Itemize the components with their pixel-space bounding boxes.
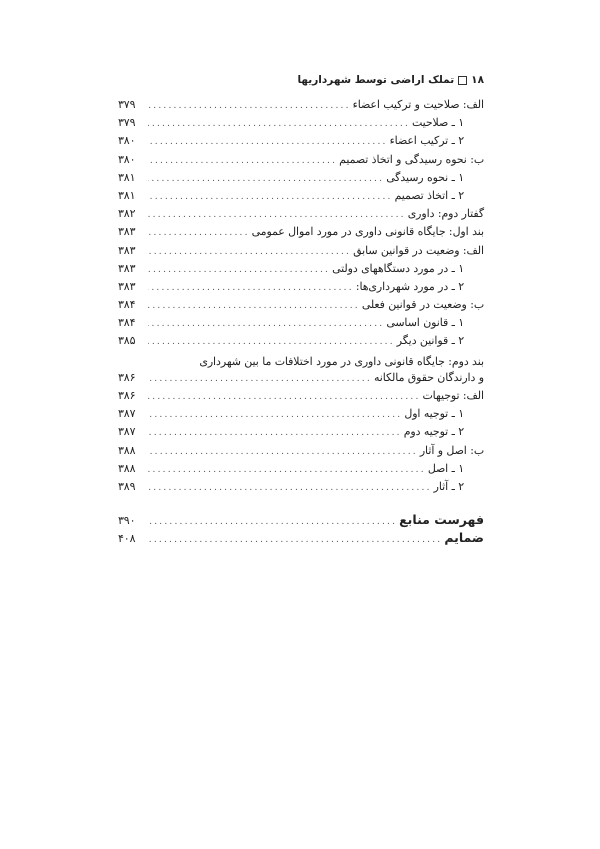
toc-entry-page: ۳۸۴: [118, 316, 136, 330]
toc-entry-title: بند اول: جایگاه قانونی داوری در مورد اموال عمومی: [251, 225, 484, 239]
toc-entry-title: ۱ ـ توجیه اول: [404, 407, 464, 421]
toc-entry-page: ۳۸۹: [118, 479, 136, 493]
toc-entry-page: ۳۸۷: [118, 425, 136, 439]
toc-entry-page: ۳۸۳: [118, 279, 136, 293]
dot-leader: [148, 247, 351, 257]
toc-entry[interactable]: [118, 407, 484, 425]
toc-entry-title: ۲ ـ آثار: [433, 479, 464, 493]
toc-entry[interactable]: [118, 262, 484, 280]
toc-entry-page: ۳۹۰: [118, 514, 136, 528]
toc-entry-page: ۳۸۱: [118, 170, 136, 184]
toc-entry-title: الف: وضعیت در قوانین سابق: [353, 243, 484, 257]
toc-entry[interactable]: [118, 353, 484, 389]
toc-major-entry[interactable]: [118, 530, 484, 548]
toc-entry[interactable]: [118, 134, 484, 152]
toc-entry-title: ب: نحوه رسیدگی و اتخاذ تصمیم: [339, 152, 484, 166]
dot-leader: [148, 101, 351, 111]
toc-entry[interactable]: [118, 98, 484, 116]
toc-entry-title: ۲ ـ قوانین دیگر: [396, 334, 464, 348]
toc-entry[interactable]: [118, 334, 484, 352]
dot-leader: [148, 265, 330, 275]
toc-entry-title: ۱ ـ صلاحیت: [412, 116, 464, 130]
toc-entry[interactable]: [118, 207, 484, 225]
toc-entry[interactable]: [118, 225, 484, 243]
toc-entry[interactable]: [118, 462, 484, 480]
toc-entry-title: الف: صلاحیت و ترکیب اعضاء: [352, 98, 484, 111]
dot-leader: [148, 447, 418, 457]
toc-entry[interactable]: [118, 153, 484, 171]
toc-entry[interactable]: [118, 189, 484, 207]
dot-leader: [148, 517, 397, 527]
toc-entry-page: ۳۸۳: [118, 243, 136, 257]
toc-entry[interactable]: [118, 316, 484, 334]
dot-leader: [148, 428, 402, 438]
dot-leader: [148, 228, 250, 238]
toc-entry-title: ب: وضعیت در قوانین فعلی: [361, 298, 484, 312]
dot-leader: [148, 174, 384, 184]
toc-entry-title: فهرست منابع: [399, 512, 484, 528]
toc-entry-page: ۳۸۰: [118, 134, 136, 148]
header-page-number: ۱۸: [471, 74, 484, 86]
toc-entry[interactable]: [118, 480, 484, 498]
toc-entry-title: ۱ ـ در مورد دستگاههای دولتی: [332, 261, 464, 275]
dot-leader: [148, 210, 406, 220]
toc-entry-page: ۳۸۳: [118, 225, 136, 239]
dot-leader: [148, 137, 388, 147]
toc-entry-title: ۲ ـ در مورد شهرداری‌ها:: [355, 279, 464, 293]
toc-entry[interactable]: [118, 171, 484, 189]
toc-entry-page: ۳۸۸: [118, 461, 136, 475]
toc-entry-page: ۳۸۶: [118, 370, 136, 384]
toc-major-entry[interactable]: [118, 512, 484, 530]
toc-entry-title: ۲ ـ اتخاذ تصمیم: [394, 188, 464, 202]
toc-entry-page: ۳۸۵: [118, 334, 136, 348]
dot-leader: [148, 483, 432, 493]
toc-entry-title: ۲ ـ توجیه دوم: [403, 425, 464, 439]
dot-leader: [148, 283, 354, 293]
toc-entry-title: گفتار دوم: داوری: [407, 207, 484, 221]
table-of-contents: [118, 98, 484, 549]
toc-entry-page: ۳۸۱: [118, 188, 136, 202]
header-book-title: تملک اراضی توسط شهرداریها: [297, 74, 455, 86]
toc-entry-title-line1: بند دوم: جایگاه قانونی داوری در مورد اختلافات ما بین شهرداری: [199, 354, 484, 368]
toc-entry[interactable]: [118, 444, 484, 462]
toc-entry-title: ۱ ـ اصل: [427, 461, 464, 475]
toc-entry-title: ۱ ـ نحوه رسیدگی: [386, 170, 464, 184]
toc-entry-page: ۳۷۹: [118, 98, 136, 111]
toc-entry-page: ۴۰۸: [118, 532, 136, 546]
dot-leader: [148, 465, 426, 475]
toc-entry-title: ب: اصل و آثار: [419, 443, 484, 457]
dot-leader: [148, 301, 360, 311]
toc-entry[interactable]: [118, 389, 484, 407]
dot-leader: [148, 392, 421, 402]
toc-entry[interactable]: [118, 116, 484, 134]
toc-entry-title: ۱ ـ قانون اساسی: [386, 316, 464, 330]
dot-leader: [148, 337, 395, 347]
dot-leader: [148, 192, 393, 202]
toc-entry[interactable]: [118, 244, 484, 262]
toc-entry-title: الف: توجیهات: [422, 389, 484, 402]
dot-leader: [148, 374, 372, 384]
dot-leader: [148, 119, 410, 129]
dot-leader: [148, 535, 442, 545]
toc-entry[interactable]: [118, 425, 484, 443]
square-separator-icon: [458, 76, 467, 85]
toc-entry-title: ضمایم: [444, 530, 484, 546]
toc-entry-title: و دارندگان حقوق مالکانه: [373, 370, 484, 384]
toc-entry-page: ۳۸۷: [118, 407, 136, 421]
dot-leader: [148, 319, 384, 329]
toc-entry-page: ۳۸۳: [118, 261, 136, 275]
toc-entry-page: ۳۸۴: [118, 298, 136, 312]
toc-entry-title: ۲ ـ ترکیب اعضاء: [389, 134, 464, 148]
running-header: [115, 74, 484, 86]
toc-entry-page: ۳۷۹: [118, 116, 136, 130]
toc-entry[interactable]: [118, 298, 484, 316]
toc-entry-page: ۳۸۲: [118, 207, 136, 221]
dot-leader: [148, 410, 402, 420]
toc-entry-page: ۳۸۶: [118, 389, 136, 402]
toc-entry-page: ۳۸۸: [118, 443, 136, 457]
dot-leader: [148, 156, 337, 166]
toc-entry[interactable]: [118, 280, 484, 298]
toc-entry-page: ۳۸۰: [118, 152, 136, 166]
section-gap: [118, 498, 484, 512]
